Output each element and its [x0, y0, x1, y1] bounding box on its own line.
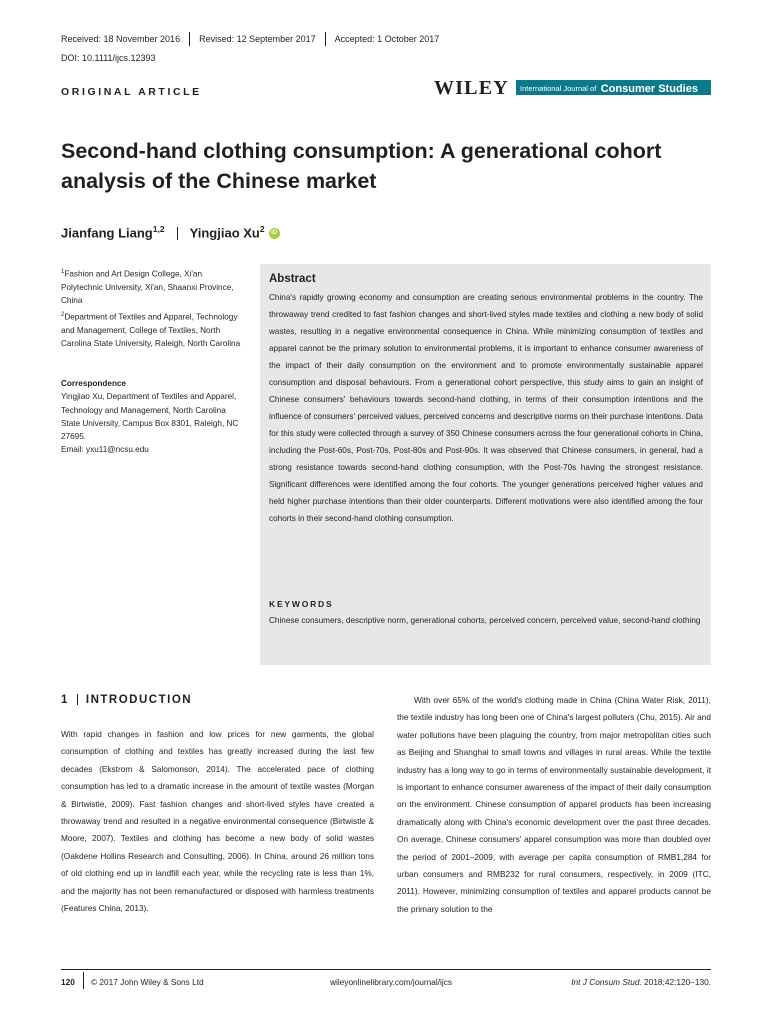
journal-url[interactable]: wileyonlinelibrary.com/journal/ijcs — [330, 977, 453, 987]
journal-abbreviation: Int J Consum Stud. — [571, 977, 642, 987]
divider — [83, 972, 84, 989]
title-line: analysis of the Chinese market — [61, 169, 377, 193]
keywords-text: Chinese consumers, descriptive norm, generational cohorts, perceived concern, perceived value, second-hand clothing — [269, 616, 701, 625]
author-affiliation-marker: 1,2 — [152, 224, 165, 234]
accepted-date: Accepted: 1 October 2017 — [334, 34, 440, 45]
abstract-heading: Abstract — [269, 273, 316, 285]
affiliation-marker: 1 — [61, 269, 65, 275]
citation — [571, 977, 711, 987]
divider — [325, 32, 326, 46]
journal-name: Consumer Studies — [600, 82, 698, 95]
author-name[interactable]: Yingjiao Xu — [189, 225, 260, 241]
correspondence — [61, 377, 246, 457]
affiliation-2 — [61, 309, 246, 351]
correspondence-heading: Correspondence — [61, 379, 127, 388]
correspondence-email[interactable]: Email: yxu11@ncsu.edu — [61, 445, 149, 455]
author-affiliation-marker: 2 — [259, 224, 265, 234]
divider — [77, 694, 78, 705]
section-title: INTRODUCTION — [85, 694, 193, 706]
section-number: 1 — [61, 694, 69, 706]
body-text-right-column: With over 65% of the world's clothing made in China (China Water Risk, 2011), the textile industry has long been one of China's largest polluters (Chu, 2015). Air and water pollutions have been plaguing the country, from major metropolitan cities such as Beijing and Shanghai to small towns and villages in rural areas. While the textile industry has a long way to go in terms of environmentally sustainable development, it is important to enhance consumer awareness of the impact of their daily consumption on the environment. Chinese consumption of apparel products has been increasing dramatically along with China's economic development over the past three decades. On average, Chinese consumers' apparel consumption was more than doubled over the period of 2001–2009, with average per capita consumption of RMB1,284 for urban consumers and RMB232 for rural consumers, respectively, in 2009 (ITC, 2011). However, minimizing consumption of textiles and apparel products cannot be the primary solution to the — [397, 695, 711, 914]
publisher-logo: WILEY — [434, 77, 509, 99]
abstract-text: China's rapidly growing economy and consumption are creating serious environmental problems in the country. The throwaway trend credited to fast fashion changes and short-lived styles made textiles and clothing a new body of solid wastes, resulting in a negative environmental consequence in China. While minimizing consumption of textiles and apparel cannot be the primary solution to environmental problems, it is important to enhance consumer awareness of the impact of their daily consumption on the environment and to promote environmentally sustainable apparel consumption and disposal behaviours. From a generational cohort perspective, this study aims to gain an insight of Chinese consumers' behaviours towards second-hand clothing, in terms of their consumption intentions and the influence of consumers' perceived values, perceived concerns and descriptive norms on their purchase intentions. Data for this study were collected through a survey of 350 Chinese consumers across the four generational cohorts in China, including the Post-60s, Post-70s, Post-80s and Post-90s. It was observed that Chinese consumers, in general, had a strong resistance towards second-hand clothing consumption, with the Post-70s having the strongest resistance. Significant differences were identified among the four cohorts. The younger generations perceived higher values and held higher purchase intentions than their older counterparts. Different motivations were also identified among the four cohorts in their second-hand clothing consumption. — [269, 293, 703, 523]
title-line: Second-hand clothing consumption: A generational cohort — [61, 139, 662, 163]
keywords-heading: KEYWORDS — [269, 599, 334, 609]
correspondence-address: Yingjiao Xu, Department of Textiles and Apparel, Technology and Management, North Carolina State University, Campus Box 8301, Raleigh, NC 27695. — [61, 392, 239, 442]
author-list — [61, 224, 280, 240]
article-type: ORIGINAL ARTICLE — [61, 86, 202, 98]
divider — [177, 227, 178, 240]
affiliation-1 — [61, 266, 246, 308]
journal-name-prefix: International Journal of — [520, 84, 597, 94]
author-name[interactable]: Jianfang Liang — [61, 225, 153, 241]
divider — [189, 32, 190, 46]
volume-pages: 2018;42:120–130. — [641, 977, 711, 987]
section-heading — [61, 694, 192, 706]
article-dates — [61, 33, 439, 47]
affiliation-marker: 2 — [61, 312, 65, 318]
paper-title — [61, 136, 701, 196]
doi[interactable]: DOI: 10.1111/ijcs.12393 — [61, 53, 156, 63]
footer-rule — [61, 969, 711, 970]
orcid-icon[interactable]: iD — [269, 228, 280, 239]
received-date: Received: 18 November 2016 — [61, 34, 181, 45]
page-number: 120 — [61, 977, 75, 987]
revised-date: Revised: 12 September 2017 — [199, 34, 316, 45]
affiliation-text: Fashion and Art Design College, Xi'an Polytechnic University, Xi'an, Shaanxi Province, China — [61, 269, 234, 306]
journal-banner — [516, 80, 711, 95]
copyright: © 2017 John Wiley & Sons Ltd — [91, 977, 204, 987]
affiliation-text: Department of Textiles and Apparel, Technology and Management, College of Textiles, North Carolina State University, Raleigh, North Carolina — [61, 312, 241, 349]
body-text-left-column: With rapid changes in fashion and low prices for new garments, the global consumption of clothing and textiles has greatly increased during the last few decades (Ekstrom & Salomonson, 2014). The accelerated pace of clothing consumption has led to a dramatic increase in the amount of textile wastes (Morgan & Birtwistle, 2009). Fast fashion changes and short-lived styles have created a throwaway trend and resulted in a negative environmental consequence (Birtwistle & Moore, 2007). Textiles and clothing has become a new body of solid wastes (Oakdene Hollins Research and Consulting, 2006). In China, around 26 million tons of old clothing end up in landfill each year, while the recycling rate is less than 1%, and the majority has not been remanufactured or disposed with harmless treatments (Features China, 2013). — [61, 729, 374, 914]
